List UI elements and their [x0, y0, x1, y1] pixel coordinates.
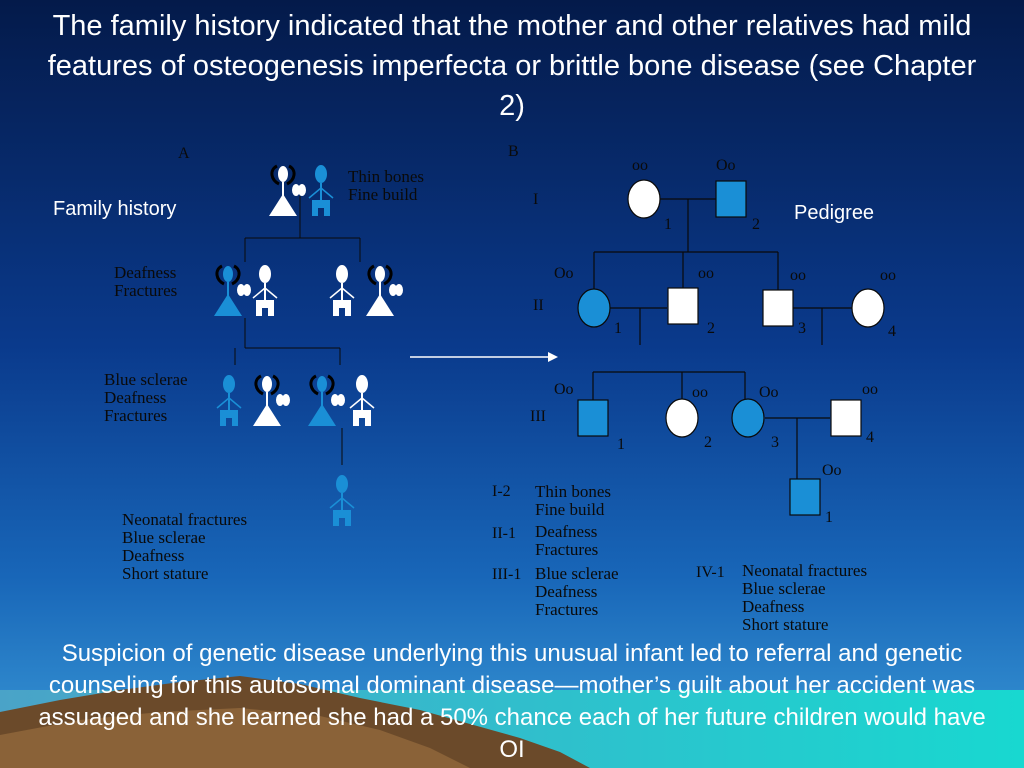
pedigree-circle-II-4: [852, 289, 884, 327]
pedigree-lines: [593, 199, 852, 480]
gen3-features: [104, 371, 188, 425]
pedigree-square-III-4: [831, 400, 861, 436]
gen2-man-icon: [253, 265, 277, 316]
genotype-label-II-1: Oo: [554, 265, 574, 282]
legend-line: Deafness: [742, 597, 805, 616]
genotype-label-II-3: oo: [790, 267, 806, 284]
legend-id-2: II-1: [492, 525, 516, 542]
individual-number-IV-1: 1: [825, 509, 833, 526]
legend-line: Fractures: [535, 600, 599, 619]
individual-number-III-1: 1: [617, 436, 625, 453]
gen3-man-icon: [217, 375, 241, 426]
panel-a-letter: A: [178, 145, 190, 162]
gen3-woman-icon: [253, 376, 290, 426]
individual-number-III-3: 3: [771, 434, 779, 451]
genotype-label-II-2: oo: [698, 265, 714, 282]
legend-lines-1: [535, 483, 611, 519]
individual-number-I-2: 2: [752, 216, 760, 233]
slide-caption: Suspicion of genetic disease underlying this unusual infant led to referral and genetic counseling for this autosomal dominant disease—mother’s guilt about her accident was assuaged and she learned she had a 50% chance each of her future children would have OI: [38, 640, 986, 763]
gen4-infant-icon: [330, 475, 354, 526]
gen1-feature: Thin bones: [348, 167, 425, 186]
generation-label-2: II: [533, 297, 544, 314]
gen2-woman2-icon: [366, 266, 403, 316]
individual-number-III-4: 4: [866, 429, 874, 446]
gen4-feature: Deafness: [122, 546, 185, 565]
individual-number-II-4: 4: [888, 323, 896, 340]
legend-line: Fractures: [535, 540, 599, 559]
legend-id-4: IV-1: [696, 564, 725, 581]
individual-number-I-1: 1: [664, 216, 672, 233]
legend-id-3: III-1: [492, 566, 522, 583]
pedigree-label: Pedigree: [794, 202, 875, 224]
legend-line: Deafness: [535, 522, 598, 541]
pedigree-circle-III-2: [666, 399, 698, 437]
pedigree-circle-I-1: [628, 180, 660, 218]
gen3-woman2-icon: [308, 376, 345, 426]
gen1-man-icon: [309, 165, 333, 216]
pedigree-square-I-2: [716, 181, 746, 217]
legend-line: Short stature: [742, 615, 829, 634]
panel-a-figures: [214, 165, 403, 526]
gen4-feature: Blue sclerae: [122, 528, 206, 547]
legend-line: Neonatal fractures: [742, 561, 868, 580]
legend-line: Blue sclerae: [742, 579, 826, 598]
genotype-label-III-1: Oo: [554, 381, 574, 398]
gen2-feature: Deafness: [114, 263, 177, 282]
generation-label-1: I: [533, 191, 539, 208]
genotype-label-III-3: Oo: [759, 384, 779, 401]
gen2-feature: Fractures: [114, 281, 178, 300]
pedigree-square-II-3: [763, 290, 793, 326]
pedigree-square-IV-1: [790, 479, 820, 515]
legend-line: Thin bones: [535, 482, 612, 501]
gen3-feature: Blue sclerae: [104, 370, 188, 389]
gen2-man2-icon: [330, 265, 354, 316]
individual-number-II-2: 2: [707, 320, 715, 337]
legend-lines-2: [535, 523, 598, 559]
genotype-label-III-2: oo: [692, 384, 708, 401]
legend-lines-3: [535, 565, 619, 619]
gen2-features: [114, 264, 177, 300]
genotype-label-II-4: oo: [880, 267, 896, 284]
gen2-woman-icon: [214, 266, 251, 316]
pedigree-square-II-2: [668, 288, 698, 324]
gen3-feature: Deafness: [104, 388, 167, 407]
genotype-label-III-4: oo: [862, 381, 878, 398]
family-history-label: Family history: [53, 198, 177, 220]
legend-line: Deafness: [535, 582, 598, 601]
legend-line: Blue sclerae: [535, 564, 619, 583]
gen4-feature: Short stature: [122, 564, 209, 583]
panel-b-letter: B: [508, 143, 519, 160]
pedigree-square-III-1: [578, 400, 608, 436]
generation-label-3: III: [530, 408, 546, 425]
gen4-features: [122, 511, 247, 583]
genotype-label-I-1: oo: [632, 157, 648, 174]
pedigree-circle-III-3: [732, 399, 764, 437]
individual-number-II-1: 1: [614, 320, 622, 337]
gen1-feature: Fine build: [348, 185, 418, 204]
legend-id-1: I-2: [492, 483, 511, 500]
pedigree-circle-II-1: [578, 289, 610, 327]
individual-number-III-2: 2: [704, 434, 712, 451]
legend-line: Fine build: [535, 500, 605, 519]
gen3-man2-icon: [350, 375, 374, 426]
legend-lines-4: [742, 562, 867, 634]
slide-title: The family history indicated that the mother and other relatives had mild features of osteogenesis imperfecta or brittle bone disease (see Chapter 2): [47, 10, 977, 122]
gen3-feature: Fractures: [104, 406, 168, 425]
genotype-label-I-2: Oo: [716, 157, 736, 174]
arrow-a-to-b: [410, 352, 558, 362]
gen4-feature: Neonatal fractures: [122, 510, 248, 529]
genotype-label-IV-1: Oo: [822, 462, 842, 479]
gen1-features: [348, 168, 424, 204]
individual-number-II-3: 3: [798, 320, 806, 337]
